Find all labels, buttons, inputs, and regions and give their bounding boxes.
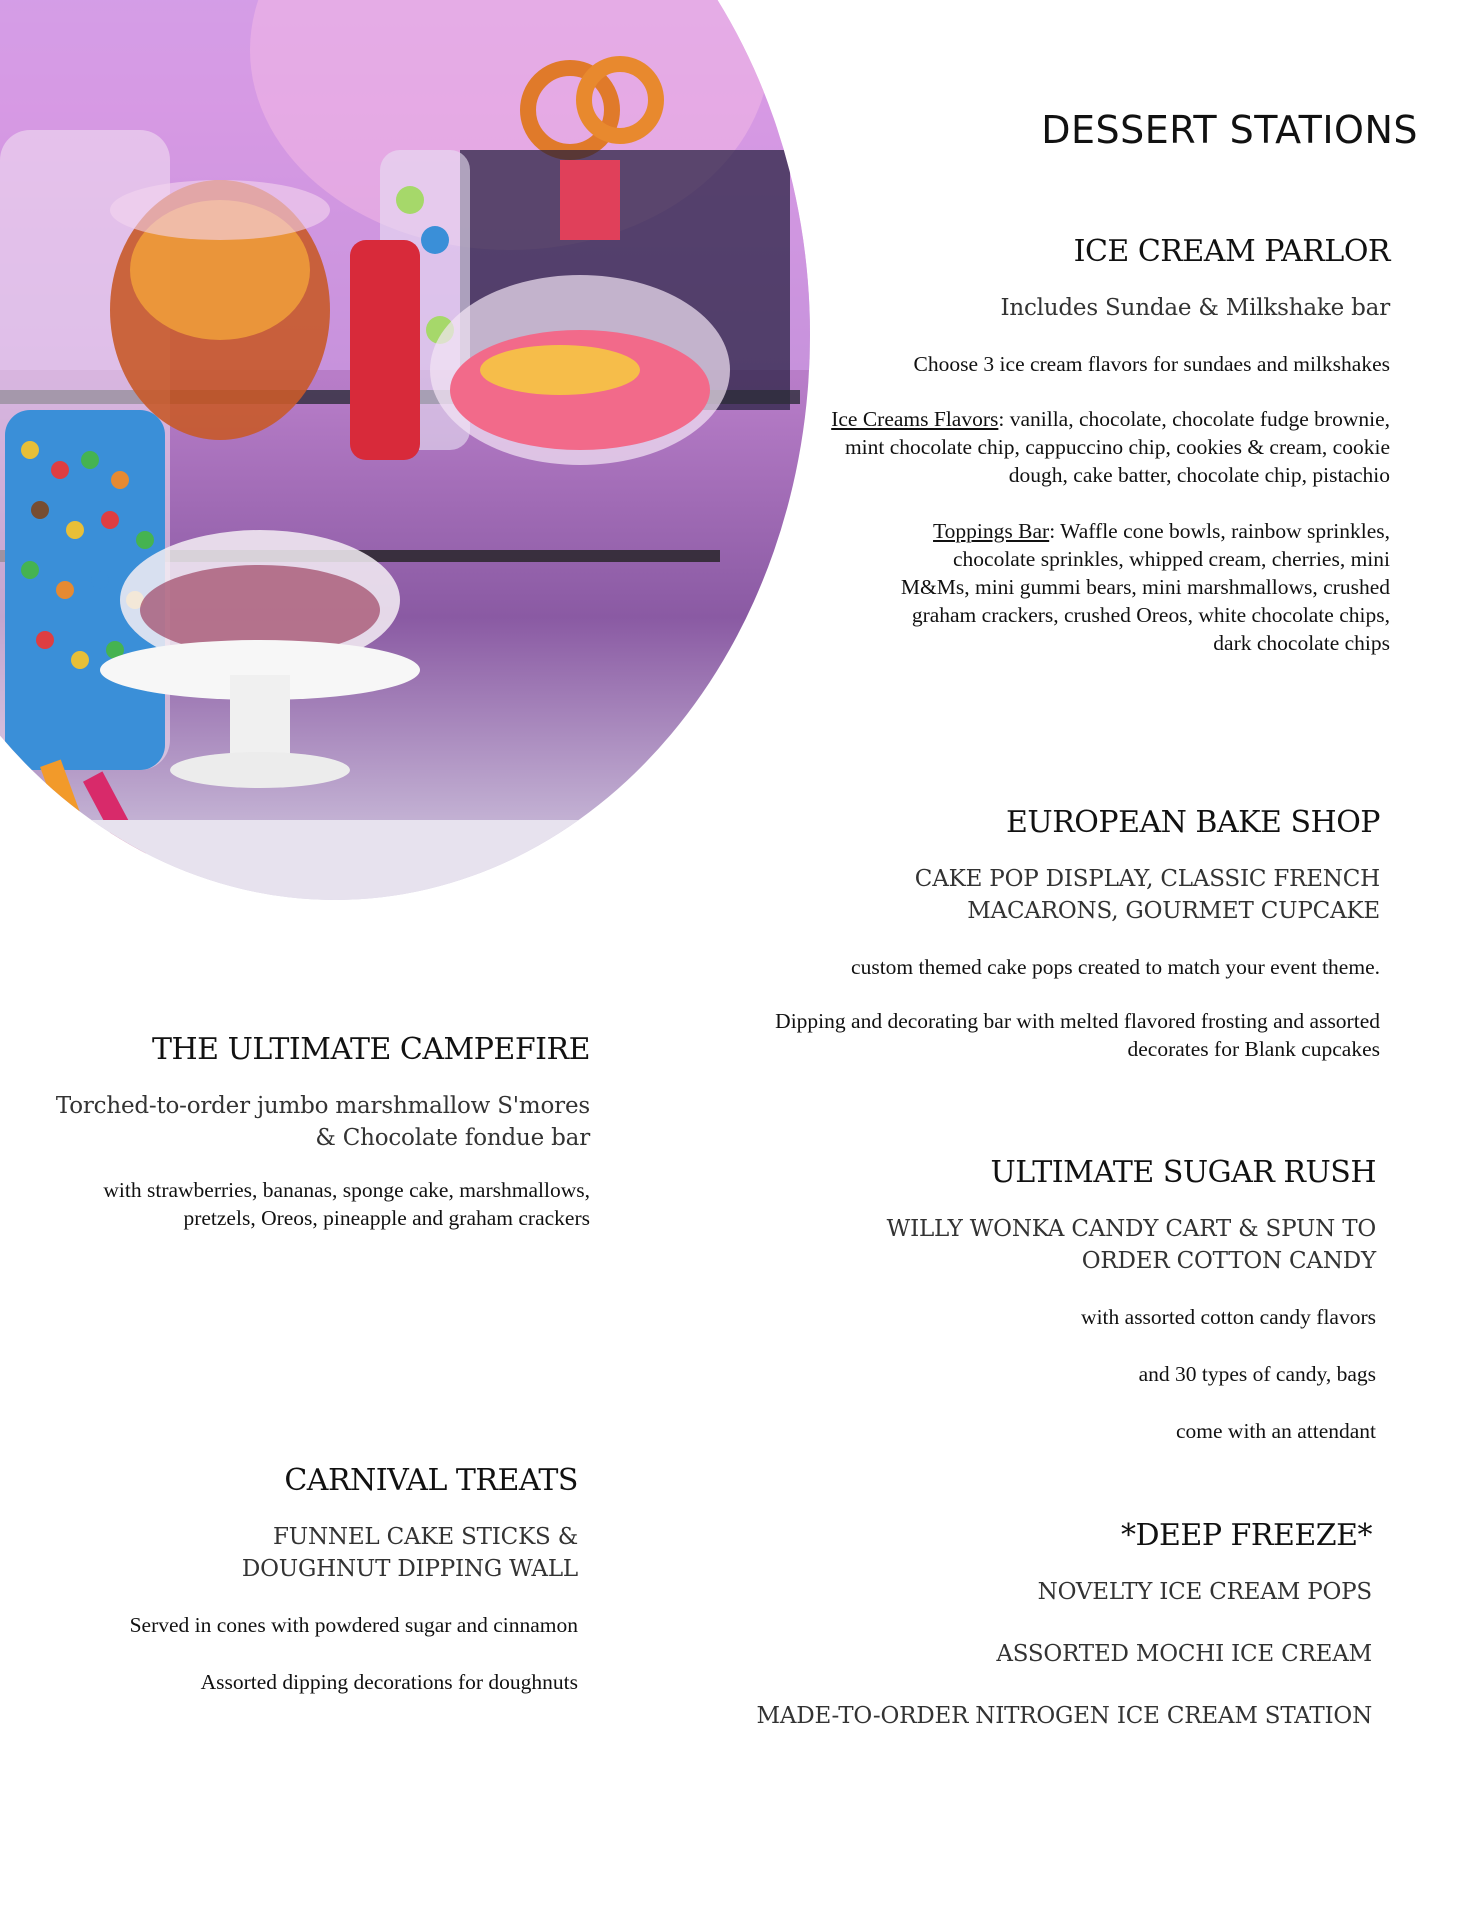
deep-freeze-heading: *DEEP FREEZE* bbox=[1120, 1518, 1372, 1553]
ultimate-sugar-rush-heading: ULTIMATE SUGAR RUSH bbox=[990, 1155, 1376, 1190]
european-bake-shop-line-2: Dipping and decorating bar with melted flavored frosting and assorted decorates for Blank cupcakes bbox=[775, 1009, 1380, 1061]
carnival-treats-heading: CARNIVAL TREATS bbox=[284, 1463, 578, 1498]
carnival-treats-section bbox=[40, 1463, 578, 1696]
deep-freeze-item-2: ASSORTED MOCHI ICE CREAM bbox=[996, 1641, 1372, 1667]
ice-cream-flavors-label: Ice Creams Flavors bbox=[831, 407, 999, 431]
candy-bar-illustration bbox=[0, 0, 810, 900]
ultimate-sugar-rush-section bbox=[756, 1155, 1376, 1445]
european-bake-shop-section bbox=[660, 805, 1380, 1063]
deep-freeze-item-1: NOVELTY ICE CREAM POPS bbox=[1037, 1579, 1372, 1605]
european-bake-shop-subtitle: CAKE POP DISPLAY, CLASSIC FRENCH MACARONS, GOURMET CUPCAKE bbox=[914, 866, 1380, 924]
ultimate-sugar-rush-subtitle: WILLY WONKA CANDY CART & SPUN TO ORDER COTTON CANDY bbox=[886, 1216, 1376, 1274]
candy-bar-photo bbox=[0, 0, 810, 900]
deep-freeze-item-3: MADE-TO-ORDER NITROGEN ICE CREAM STATION bbox=[756, 1703, 1372, 1729]
deep-freeze-section bbox=[732, 1518, 1372, 1732]
carnival-treats-line-1: Served in cones with powdered sugar and cinnamon bbox=[129, 1613, 578, 1637]
ultimate-sugar-rush-line-1: with assorted cotton candy flavors bbox=[1081, 1305, 1376, 1329]
toppings-bar-text: : Waffle cone bowls, rainbow sprinkles, chocolate sprinkles, whipped cream, cherries, mini M&Ms, mini gummi bears, mini marshmallows, crushed graham crackers, crushed Oreos, white chocolate chips, dark chocolate chips bbox=[900, 519, 1390, 655]
toppings-bar-label: Toppings Bar bbox=[933, 519, 1050, 543]
carnival-treats-subtitle: FUNNEL CAKE STICKS & DOUGHNUT DIPPING WALL bbox=[241, 1524, 578, 1582]
ice-cream-parlor-subtitle: Includes Sundae & Milkshake bar bbox=[1000, 295, 1390, 321]
ultimate-sugar-rush-line-3: come with an attendant bbox=[1176, 1419, 1376, 1443]
ice-cream-parlor-heading: ICE CREAM PARLOR bbox=[1073, 234, 1390, 269]
ice-cream-parlor-choose: Choose 3 ice cream flavors for sundaes and milkshakes bbox=[913, 352, 1390, 376]
ultimate-sugar-rush-line-2: and 30 types of candy, bags bbox=[1138, 1362, 1376, 1386]
ultimate-campfire-section bbox=[40, 1032, 590, 1232]
ultimate-campfire-subtitle: Torched-to-order jumbo marshmallow S'mores & Chocolate fondue bar bbox=[55, 1093, 590, 1151]
ice-cream-parlor-section bbox=[830, 234, 1390, 657]
ultimate-campfire-body: with strawberries, bananas, sponge cake, marshmallows, pretzels, Oreos, pineapple and graham crackers bbox=[103, 1178, 590, 1230]
ultimate-campfire-heading: THE ULTIMATE CAMPEFIRE bbox=[152, 1032, 590, 1067]
european-bake-shop-line-1: custom themed cake pops created to match your event theme. bbox=[851, 955, 1380, 979]
ice-cream-flavors-text: : vanilla, chocolate, chocolate fudge brownie, mint chocolate chip, cappuccino chip, cookies & cream, cookie dough, cake batter, chocolate chip, pistachio bbox=[844, 407, 1390, 487]
toppings-bar bbox=[830, 517, 1390, 657]
page-title: DESSERT STATIONS bbox=[1041, 108, 1418, 152]
european-bake-shop-heading: EUROPEAN BAKE SHOP bbox=[1006, 805, 1380, 840]
carnival-treats-line-2: Assorted dipping decorations for doughnuts bbox=[200, 1670, 578, 1694]
ice-cream-flavors bbox=[830, 405, 1390, 489]
